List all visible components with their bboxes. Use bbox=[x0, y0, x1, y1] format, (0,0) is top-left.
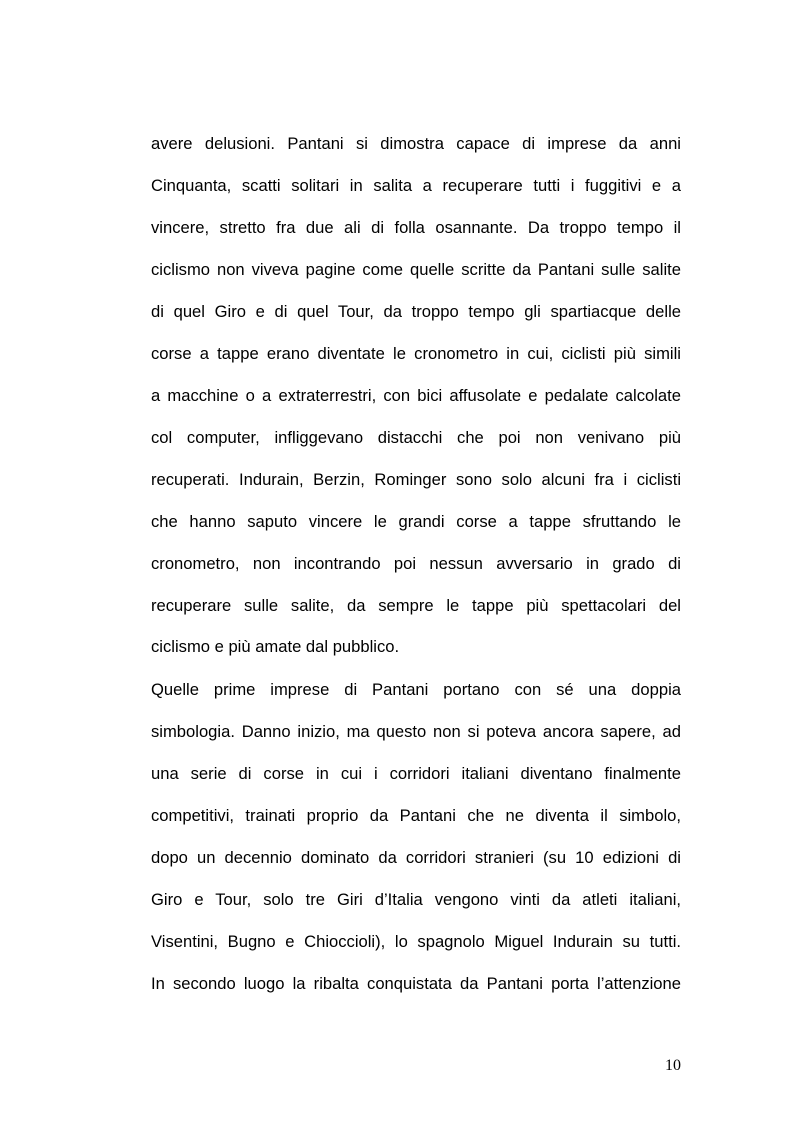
text-line-3: vincere, stretto fra due ali di folla osannante. Da troppo tempo il bbox=[151, 218, 681, 237]
text-line-4: ciclismo non viveva pagine come quelle scritte da Pantani sulle salite bbox=[151, 260, 681, 279]
text-line-2: Cinquanta, scatti solitari in salita a recuperare tutti i fuggitivi e a bbox=[151, 176, 681, 195]
text-line-5: di quel Giro e di quel Tour, da troppo tempo gli spartiacque delle bbox=[151, 302, 681, 321]
text-line-12: recuperare sulle salite, da sempre le tappe più spettacolari del bbox=[151, 596, 681, 615]
text-line-20: Visentini, Bugno e Chioccioli), lo spagnolo Miguel Indurain su tutti. bbox=[151, 932, 681, 951]
text-line-10: che hanno saputo vincere le grandi corse a tappe sfruttando le bbox=[151, 512, 681, 531]
text-line-19: Giro e Tour, solo tre Giri d’Italia vengono vinti da atleti italiani, bbox=[151, 890, 681, 909]
text-line-15: simbologia. Danno inizio, ma questo non si poteva ancora sapere, ad bbox=[151, 722, 681, 741]
text-line-21: In secondo luogo la ribalta conquistata da Pantani porta l’attenzione bbox=[151, 974, 681, 993]
text-line-7: a macchine o a extraterrestri, con bici affusolate e pedalate calcolate bbox=[151, 386, 681, 405]
text-line-14: Quelle prime imprese di Pantani portano con sé una doppia bbox=[151, 680, 681, 699]
text-line-1: avere delusioni. Pantani si dimostra capace di imprese da anni bbox=[151, 134, 681, 153]
text-line-11: cronometro, non incontrando poi nessun avversario in grado di bbox=[151, 554, 681, 573]
page-number: 10 bbox=[665, 1057, 681, 1074]
text-line-9: recuperati. Indurain, Berzin, Rominger sono solo alcuni fra i ciclisti bbox=[151, 470, 681, 489]
text-line-17: competitivi, trainati proprio da Pantani che ne diventa il simbolo, bbox=[151, 806, 681, 825]
text-line-8: col computer, infliggevano distacchi che poi non venivano più bbox=[151, 428, 681, 447]
text-line-18: dopo un decennio dominato da corridori stranieri (su 10 edizioni di bbox=[151, 848, 681, 867]
text-line-16: una serie di corse in cui i corridori italiani diventano finalmente bbox=[151, 764, 681, 783]
text-line-6: corse a tappe erano diventate le cronometro in cui, ciclisti più simili bbox=[151, 344, 681, 363]
text-line-13: ciclismo e più amate dal pubblico. bbox=[151, 637, 400, 656]
